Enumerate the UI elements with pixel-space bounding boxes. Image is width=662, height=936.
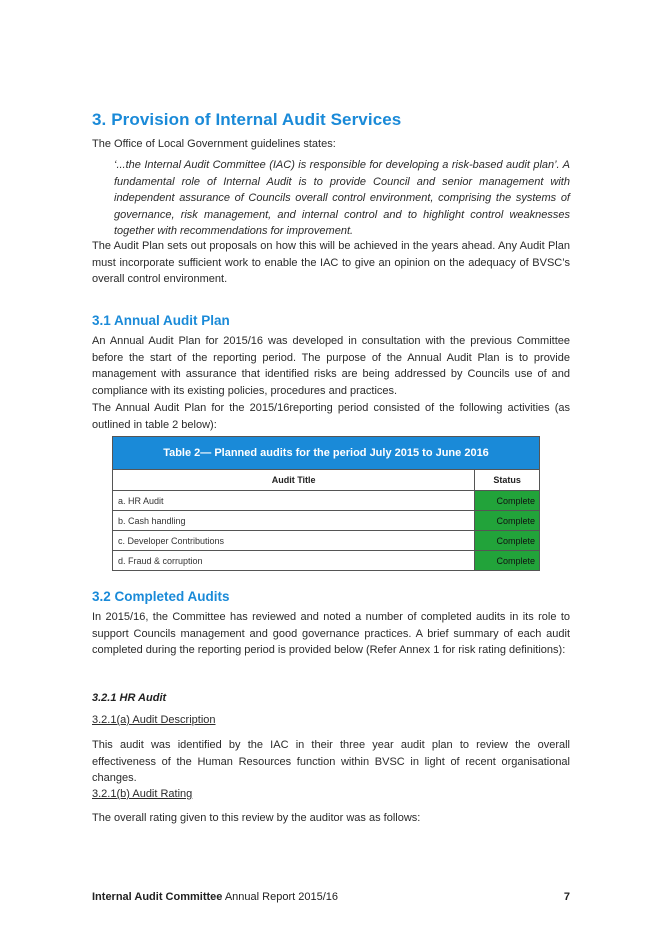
audit-description-heading: 3.2.1(a) Audit Description <box>92 714 216 726</box>
annual-audit-plan-heading: 3.1 Annual Audit Plan <box>92 313 230 328</box>
column-header-audit-title: Audit Title <box>113 470 475 491</box>
annual-plan-activities-paragraph: The Annual Audit Plan for the 2015/16reporting period consisted of the following activities (as outlined in table 2 below): <box>92 402 570 431</box>
audit-plan-paragraph: The Audit Plan sets out proposals on how this will be achieved in the years ahead. Any Audit Plan must incorporate sufficient work to enable the IAC to give an opinion on the adequacy of BVSC’s overall control environment. <box>92 240 570 285</box>
audit-title-cell: b. Cash handling <box>113 511 475 531</box>
audit-title-cell: d. Fraud & corruption <box>113 551 475 571</box>
annual-plan-paragraph: An Annual Audit Plan for 2015/16 was developed in consultation with the previous Committee before the start of the reporting period. The purpose of the Annual Audit Plan is to provide management with assurance that identified risks are being addressed by Councils use of and compliance with its existing policies, procedures and practices. <box>92 335 570 397</box>
status-cell: Complete <box>475 551 540 571</box>
page-number: 7 <box>563 891 570 903</box>
audit-title-cell: a. HR Audit <box>113 491 475 511</box>
status-cell: Complete <box>475 531 540 551</box>
table-row <box>113 531 540 551</box>
audit-title-cell: c. Developer Contributions <box>113 531 475 551</box>
page-footer <box>92 891 570 903</box>
completed-audits-heading: 3.2 Completed Audits <box>92 589 230 604</box>
footer-title: Internal Audit Committee <box>92 891 223 903</box>
audit-rating-paragraph: The overall rating given to this review by the auditor was as follows: <box>92 812 421 824</box>
status-cell: Complete <box>475 511 540 531</box>
table-row <box>113 511 540 531</box>
footer-subtitle: Annual Report 2015/16 <box>224 891 338 903</box>
column-header-status: Status <box>475 470 540 491</box>
completed-audits-paragraph: In 2015/16, the Committee has reviewed and noted a number of completed audits in its role to support Councils management and good governance practices. A brief summary of each audit completed during the reporting period is provided below (Refer Annex 1 for risk rating definitions): <box>92 611 570 656</box>
table-caption: Table 2— Planned audits for the period July 2015 to June 2016 <box>113 437 540 470</box>
audit-description-paragraph: This audit was identified by the IAC in their three year audit plan to review the overall effectiveness of the Human Resources function within BVSC in light of recent organisational changes. <box>92 739 570 784</box>
audit-rating-heading: 3.2.1(b) Audit Rating <box>92 788 193 800</box>
intro-paragraph: The Office of Local Government guidelines states: <box>92 138 336 150</box>
section-heading: 3. Provision of Internal Audit Services <box>92 110 402 129</box>
table-row <box>113 551 540 571</box>
table-row <box>113 491 540 511</box>
hr-audit-heading: 3.2.1 HR Audit <box>92 692 167 704</box>
guideline-quote: ‘...the Internal Audit Committee (IAC) is responsible for developing a risk-based audit plan’. A fundamental role of Internal Audit is to provide Council and senior management with independent assurance of Councils overall control environment, comprising the systems of governance, risk management, and internal control and to highlight control weaknesses together with recommendations for improvement. <box>114 159 570 237</box>
planned-audits-table <box>112 436 540 571</box>
status-cell: Complete <box>475 491 540 511</box>
